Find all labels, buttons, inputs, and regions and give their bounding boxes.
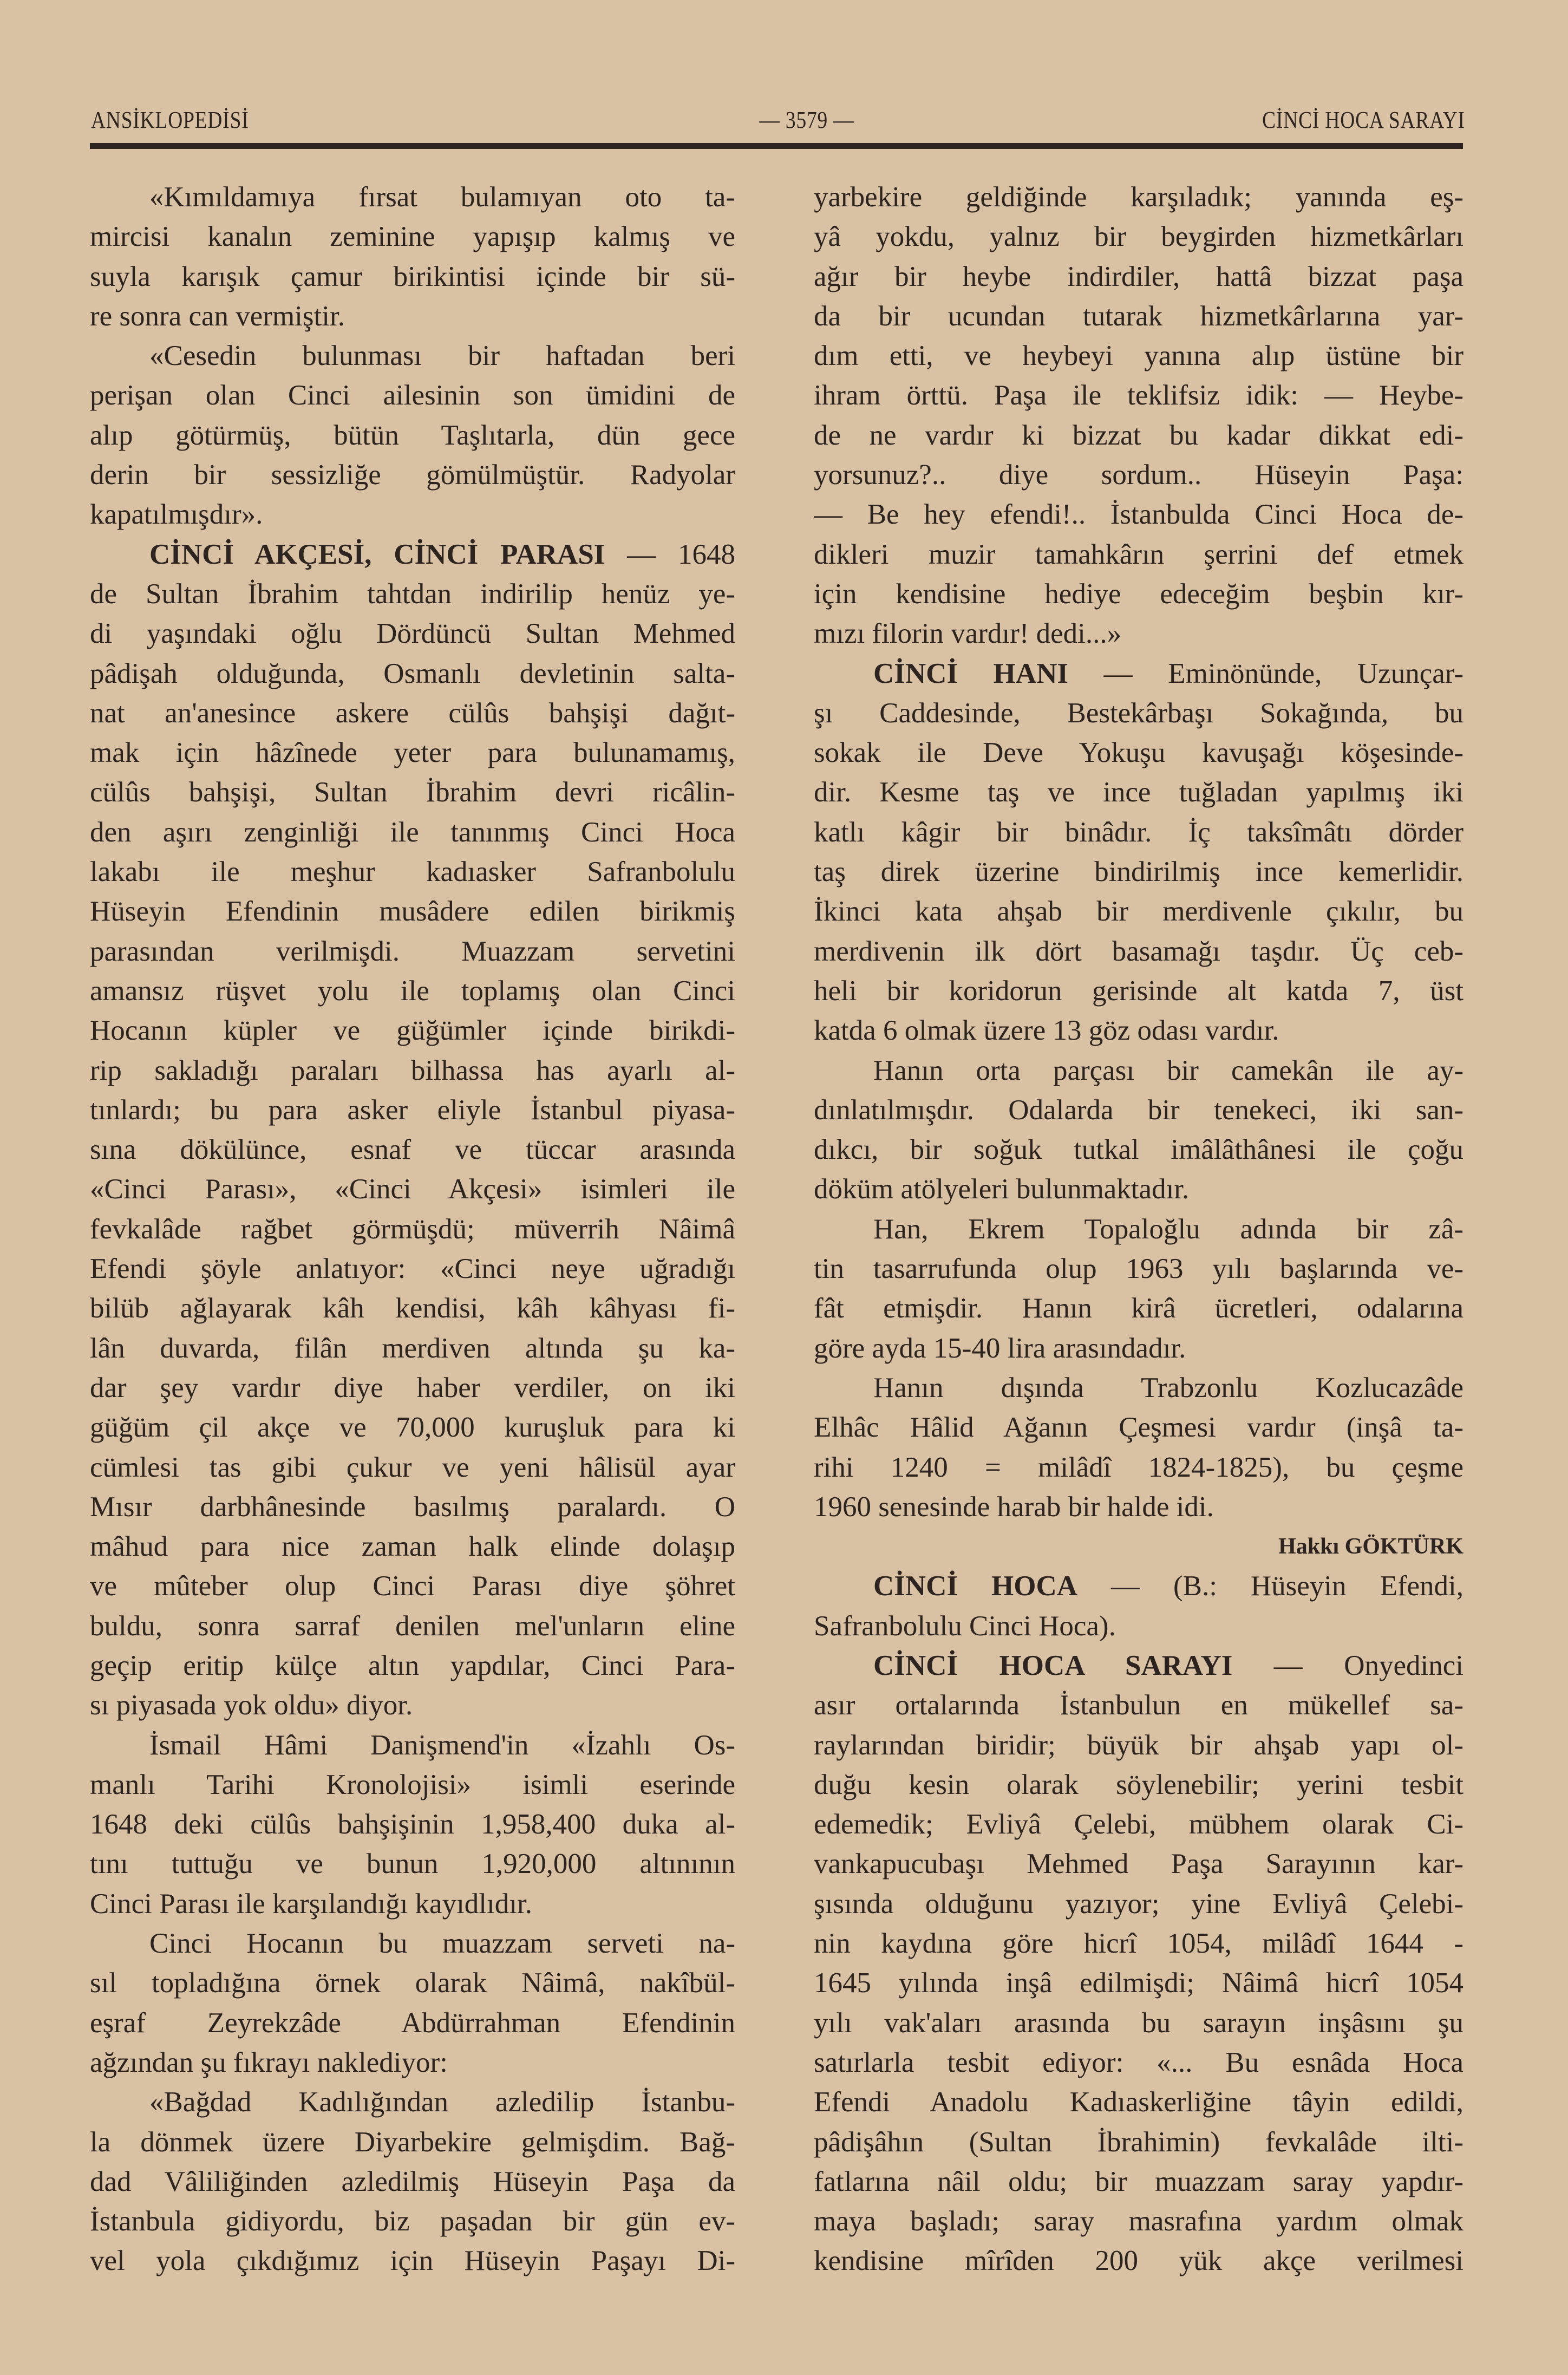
line-text: dım etti, ve heybeyi yanına alıp üstüne bir: [814, 340, 1464, 372]
line-text: — Eminönünde, Uzunçar-: [1068, 657, 1464, 689]
text-line: [814, 416, 1464, 455]
text-line: [90, 1924, 735, 1963]
text-line: [90, 614, 735, 654]
line-text: dıkcı, bir soğuk tutkal imâlâthânesi ile çoğu: [814, 1134, 1464, 1166]
text-line: [90, 773, 735, 812]
text-line: [814, 1765, 1464, 1805]
text-line: [90, 1011, 735, 1051]
line-text: fatlarına nâil oldu; bir muazzam saray yapdır-: [814, 2165, 1464, 2197]
author-signature: [814, 1527, 1464, 1567]
line-text: İsmail Hâmi Danişmend'in «İzahlı Os-: [149, 1729, 735, 1761]
line-text: parasından verilmişdi. Muazzam servetini: [90, 935, 735, 967]
line-text: vel yola çıkdığımız için Hüseyin Paşayı Di-: [90, 2245, 735, 2277]
text-line: [90, 1408, 735, 1447]
text-line: [90, 1765, 735, 1805]
line-text: re sonra can vermiştir.: [90, 300, 345, 332]
text-line: [90, 1091, 735, 1130]
line-text: da bir ucundan tutarak hizmetkârlarına yar-: [814, 300, 1464, 332]
line-text: «Cesedin bulunması bir haftadan beri: [149, 340, 735, 372]
line-text: — 1648: [605, 538, 735, 570]
right-column: [814, 178, 1464, 2281]
text-line: [814, 813, 1464, 852]
text-line: [90, 654, 735, 694]
text-line: [814, 575, 1464, 614]
text-line: [90, 217, 735, 257]
text-line: [90, 932, 735, 971]
line-text: Han, Ekrem Topaloğlu adında bir zâ-: [873, 1213, 1464, 1245]
text-line: [814, 1884, 1464, 1924]
line-text: katlı kâgir bir binâdır. İç taksîmâtı dörder: [814, 816, 1464, 848]
line-text: yâ yokdu, yalnız bir beygirden hizmetkârları: [814, 221, 1464, 253]
text-line: [814, 1607, 1464, 1646]
text-line: [90, 336, 735, 376]
line-text: pâdişah olduğunda, Osmanlı devletinin salta-: [90, 657, 735, 689]
line-text: 1648 deki cülûs bahşişinin 1,958,400 duka al-: [90, 1809, 735, 1841]
line-text: Cinci Parası ile karşılandığı kayıdlıdır.: [90, 1888, 532, 1920]
text-line: [814, 2241, 1464, 2281]
text-line: [90, 1130, 735, 1170]
line-text: ağır bir heybe indirdiler, hattâ bizzat paşa: [814, 260, 1464, 292]
text-line: [814, 1368, 1464, 1408]
line-text: ağzından şu fıkrayı naklediyor:: [90, 2046, 448, 2078]
line-text: göre ayda 15-40 lira arasındadır.: [814, 1332, 1186, 1364]
line-text: derin bir sessizliğe gömülmüştür. Radyolar: [90, 459, 735, 491]
line-text: «Kımıldamıya fırsat bulamıyan oto ta-: [149, 181, 735, 213]
line-text: taş direk üzerine bindirilmiş ince kemerlidir.: [814, 856, 1464, 888]
line-text: cülûs bahşişi, Sultan İbrahim devri ricâlin-: [90, 777, 735, 808]
text-line: [814, 971, 1464, 1011]
line-text: merdivenin ilk dört basamağı taşdır. Üç ceb-: [814, 935, 1464, 967]
line-text: geçip eritip külçe altın yapdılar, Cinci Para-: [90, 1649, 735, 1681]
text-line: [814, 376, 1464, 415]
line-text: şı Caddesinde, Bestekârbaşı Sokağında, bu: [814, 697, 1464, 729]
text-line: [814, 1924, 1464, 1963]
line-text: Hakkı GÖKTÜRK: [1278, 1534, 1464, 1560]
line-text: duğu kesin olarak söylenebilir; yerini tesbit: [814, 1769, 1464, 1800]
line-text: eşraf Zeyrekzâde Abdürrahman Efendinin: [90, 2007, 735, 2039]
entry-heading: CİNCİ HANI: [873, 657, 1069, 689]
text-line: [814, 336, 1464, 376]
line-text: mak için hâzînede yeter para bulunamamış,: [90, 737, 735, 769]
line-text: edemedik; Evliyâ Çelebi, mübhem olarak Ci-: [814, 1809, 1464, 1841]
text-line: [814, 654, 1464, 694]
text-line: [90, 416, 735, 455]
text-line: [814, 1249, 1464, 1289]
text-line: [814, 2043, 1464, 2083]
line-text: Hocanın küpler ve güğümler içinde birikdi-: [90, 1015, 735, 1047]
text-line: [814, 773, 1464, 812]
text-line: [90, 1289, 735, 1328]
text-line: [814, 535, 1464, 575]
text-line: [90, 1726, 735, 1765]
line-text: Mısır darbhânesinde basılmış paralardı. O: [90, 1491, 735, 1523]
left-column: [90, 178, 735, 2281]
text-line: [90, 1686, 735, 1725]
line-text: Elhâc Hâlid Ağanın Çeşmesi vardır (inşâ ta-: [814, 1412, 1464, 1444]
line-text: suyla karışık çamur birikintisi içinde bir sü-: [90, 260, 735, 292]
text-line: [90, 1844, 735, 1884]
line-text: Hanın orta parçası bir camekân ile ay-: [873, 1054, 1464, 1086]
line-text: katda 6 olmak üzere 13 göz odası vardır.: [814, 1015, 1279, 1047]
line-text: mâhud para nice zaman halk elinde dolaşıp: [90, 1531, 735, 1563]
text-line: [814, 1567, 1464, 1606]
line-text: rihi 1240 = milâdî 1824-1825), bu çeşme: [814, 1451, 1464, 1483]
line-text: Efendi şöyle anlatıyor: «Cinci neye uğradığı: [90, 1253, 735, 1285]
page-number: — 3579 —: [759, 107, 854, 133]
running-head-right: CİNCİ HOCA SARAYI: [1262, 107, 1465, 133]
text-line: [814, 2083, 1464, 2122]
line-text: rip sakladığı paraları bilhassa has ayarlı al-: [90, 1054, 735, 1086]
text-line: [814, 1805, 1464, 1844]
text-line: [814, 2004, 1464, 2043]
text-line: [814, 2123, 1464, 2162]
text-line: [90, 1448, 735, 1487]
line-text: dikleri muzir tamahkârın şerrini def etmek: [814, 538, 1464, 570]
text-line: [814, 852, 1464, 892]
text-line: [90, 1805, 735, 1844]
text-line: [90, 892, 735, 931]
line-text: 1645 yılında inşâ edilmişdi; Nâimâ hicrî 1054: [814, 1967, 1464, 1999]
line-text: yılı vak'aları arasında bu sarayın inşâsını şu: [814, 2007, 1464, 2039]
text-line: [90, 455, 735, 495]
line-text: dir. Kesme taş ve ince tuğladan yapılmış iki: [814, 777, 1464, 808]
text-line: [814, 694, 1464, 733]
text-line: [90, 178, 735, 217]
text-line: [814, 892, 1464, 931]
text-line: [90, 257, 735, 297]
line-text: dar şey vardır diye haber verdiler, on iki: [90, 1372, 735, 1404]
text-line: [814, 495, 1464, 534]
line-text: dad Vâliliğinden azledilmiş Hüseyin Paşa da: [90, 2165, 735, 2197]
text-line: [814, 932, 1464, 971]
line-text: mızı filorin vardır! dedi...»: [814, 618, 1122, 650]
text-line: [90, 1567, 735, 1606]
line-text: lân duvarda, filân merdiven altında şu ka-: [90, 1332, 735, 1364]
text-line: [90, 852, 735, 892]
line-text: sıl topladığına örnek olarak Nâimâ, nakîbül-: [90, 1967, 735, 1999]
line-text: şısında olduğunu yazıyor; yine Evliyâ Çelebi-: [814, 1888, 1464, 1920]
text-line: [90, 2202, 735, 2241]
line-text: tin tasarrufunda olup 1963 yılı başlarında ve-: [814, 1253, 1464, 1285]
line-text: Cinci Hocanın bu muazzam serveti na-: [149, 1928, 735, 1960]
text-line: [814, 614, 1464, 654]
line-text: fât etmişdir. Hanın kirâ ücretleri, odalarına: [814, 1293, 1464, 1324]
text-line: [90, 1487, 735, 1527]
line-text: sı piyasada yok oldu» diyor.: [90, 1689, 413, 1721]
line-text: cümlesi tas gibi çukur ve yeni hâlisül ayar: [90, 1451, 735, 1483]
line-text: di yaşındaki oğlu Dördüncü Sultan Mehmed: [90, 618, 735, 650]
line-text: manlı Tarihi Kronolojisi» isimli eserinde: [90, 1769, 735, 1800]
line-text: perişan olan Cinci ailesinin son ümidini de: [90, 380, 735, 412]
running-head-left: ANSİKLOPEDİSİ: [91, 107, 249, 133]
text-line: [90, 1646, 735, 1686]
line-text: vankapucubaşı Mehmed Paşa Sarayının kar-: [814, 1848, 1464, 1880]
line-text: ve mûteber olup Cinci Parası diye şöhret: [90, 1570, 735, 1602]
line-text: Hanın dışında Trabzonlu Kozlucazâde: [873, 1372, 1464, 1404]
text-line: [90, 2083, 735, 2122]
text-line: [814, 1448, 1464, 1487]
line-text: döküm atölyeleri bulunmaktadır.: [814, 1173, 1190, 1205]
entry-heading: CİNCİ HOCA SARAYI: [873, 1649, 1233, 1681]
text-line: [90, 2241, 735, 2281]
line-text: buldu, sonra sarraf denilen mel'unların eline: [90, 1610, 735, 1642]
text-line: [90, 2004, 735, 2043]
text-line: [814, 1289, 1464, 1328]
text-line: [90, 376, 735, 415]
line-text: — Be hey efendi!.. İstanbulda Cinci Hoca de-: [814, 499, 1464, 531]
line-text: 1960 senesinde harab bir halde idi.: [814, 1491, 1214, 1523]
line-text: «Bağdad Kadılığından azledilip İstanbu-: [149, 2086, 735, 2118]
line-text: dınlatılmışdır. Odalarda bir tenekeci, iki san-: [814, 1094, 1464, 1126]
line-text: yorsunuz?.. diye sordum.. Hüseyin Paşa:: [814, 459, 1464, 491]
text-line: [90, 1963, 735, 2003]
line-text: sına dökülünce, esnaf ve tüccar arasında: [90, 1134, 735, 1166]
line-text: İstanbula gidiyordu, biz paşadan bir gün ev-: [90, 2206, 735, 2237]
text-line: [90, 1210, 735, 1249]
text-line: [90, 971, 735, 1011]
line-text: kendisine mîrîden 200 yük akçe verilmesi: [814, 2245, 1464, 2277]
line-text: Hüseyin Efendinin musâdere edilen birikmiş: [90, 896, 735, 928]
text-line: [814, 1130, 1464, 1170]
text-line: [814, 733, 1464, 773]
line-text: tınlardı; bu para asker eliyle İstanbul piyasa-: [90, 1094, 735, 1126]
text-line: [90, 1368, 735, 1408]
line-text: alıp götürmüş, bütün Taşlıtarla, dün gece: [90, 419, 735, 451]
line-text: heli bir koridorun gerisinde alt katda 7, üst: [814, 975, 1464, 1007]
text-line: [814, 1051, 1464, 1091]
line-text: asır ortalarında İstanbulun en mükellef sa-: [814, 1689, 1464, 1721]
line-text: İkinci kata ahşab bir merdivenle çıkılır, bu: [814, 896, 1464, 928]
text-line: [814, 217, 1464, 257]
line-text: Efendi Anadolu Kadıaskerliğine tâyin edildi,: [814, 2086, 1464, 2118]
line-text: maya başladı; saray masrafına yardım olmak: [814, 2206, 1464, 2237]
text-line: [90, 733, 735, 773]
text-line: [814, 2162, 1464, 2202]
text-line: [814, 1091, 1464, 1130]
text-line: [814, 1170, 1464, 1209]
text-line: [90, 1329, 735, 1368]
line-text: de ne vardır ki bizzat bu kadar dikkat edi-: [814, 419, 1464, 451]
text-line: [90, 2043, 735, 2083]
text-line: [814, 1210, 1464, 1249]
text-line: [814, 257, 1464, 297]
text-line: [814, 1487, 1464, 1527]
line-text: güğüm çil akçe ve 70,000 kuruşluk para ki: [90, 1412, 735, 1444]
line-text: nat an'anesince askere cülûs bahşişi dağıt-: [90, 697, 735, 729]
line-text: kapatılmışdır».: [90, 499, 263, 531]
text-line: [814, 1329, 1464, 1368]
line-text: Safranbolulu Cinci Hoca).: [814, 1610, 1116, 1642]
text-line: [90, 1170, 735, 1209]
line-text: için kendisine hediye edeceğim beşbin kır-: [814, 578, 1464, 610]
line-text: de Sultan İbrahim tahtdan indirilip henüz ye-: [90, 578, 735, 610]
text-line: [90, 535, 735, 575]
line-text: fevkalâde rağbet görmüşdü; müverrih Nâimâ: [90, 1213, 735, 1245]
text-line: [90, 1884, 735, 1924]
line-text: — (B.: Hüseyin Efendi,: [1077, 1570, 1464, 1602]
line-text: mircisi kanalın zeminine yapışıp kalmış ve: [90, 221, 735, 253]
text-line: [90, 1607, 735, 1646]
text-line: [814, 1011, 1464, 1051]
line-text: bilüb ağlayarak kâh kendisi, kâh kâhyası fi-: [90, 1293, 735, 1324]
text-line: [90, 297, 735, 336]
text-line: [814, 1646, 1464, 1686]
text-line: [90, 495, 735, 534]
line-text: lakabı ile meşhur kadıasker Safranbolulu: [90, 856, 735, 888]
text-line: [814, 1408, 1464, 1447]
entry-heading: CİNCİ AKÇESİ, CİNCİ PARASI: [149, 538, 605, 570]
line-text: amansız rüşvet yolu ile toplamış olan Cinci: [90, 975, 735, 1007]
line-text: sokak ile Deve Yokuşu kavuşağı köşesinde-: [814, 737, 1464, 769]
text-line: [814, 1726, 1464, 1765]
text-line: [90, 1249, 735, 1289]
line-text: den aşırı zenginliği ile tanınmış Cinci Hoca: [90, 816, 735, 848]
line-text: raylarından biridir; büyük bir ahşab yapı ol-: [814, 1729, 1464, 1761]
text-line: [814, 1844, 1464, 1884]
text-line: [814, 1686, 1464, 1725]
text-line: [90, 2123, 735, 2162]
line-text: yarbekire geldiğinde karşıladık; yanında eş-: [814, 181, 1464, 213]
text-line: [814, 297, 1464, 336]
line-text: satırlarla tesbit ediyor: «... Bu esnâda Hoca: [814, 2046, 1464, 2078]
line-text: la dönmek üzere Diyarbekire gelmişdim. Bağ-: [90, 2126, 735, 2158]
header-rule: [90, 143, 1463, 149]
line-text: — Onyedinci: [1232, 1649, 1464, 1681]
line-text: nin kaydına göre hicrî 1054, milâdî 1644 -: [814, 1928, 1464, 1960]
text-line: [90, 575, 735, 614]
line-text: pâdişâhın (Sultan İbrahimin) fevkalâde ilti-: [814, 2126, 1464, 2158]
text-line: [814, 178, 1464, 217]
line-text: ihram örttü. Paşa ile teklifsiz idik: — Heybe-: [814, 380, 1464, 412]
text-line: [90, 694, 735, 733]
text-line: [90, 1051, 735, 1091]
text-line: [90, 1527, 735, 1567]
line-text: «Cinci Parası», «Cinci Akçesi» isimleri ile: [90, 1173, 735, 1205]
text-line: [814, 1963, 1464, 2003]
line-text: tını tuttuğu ve bunun 1,920,000 altınının: [90, 1848, 735, 1880]
text-line: [814, 455, 1464, 495]
text-line: [90, 2162, 735, 2202]
text-line: [90, 813, 735, 852]
text-line: [814, 2202, 1464, 2241]
entry-heading: CİNCİ HOCA: [873, 1570, 1078, 1602]
